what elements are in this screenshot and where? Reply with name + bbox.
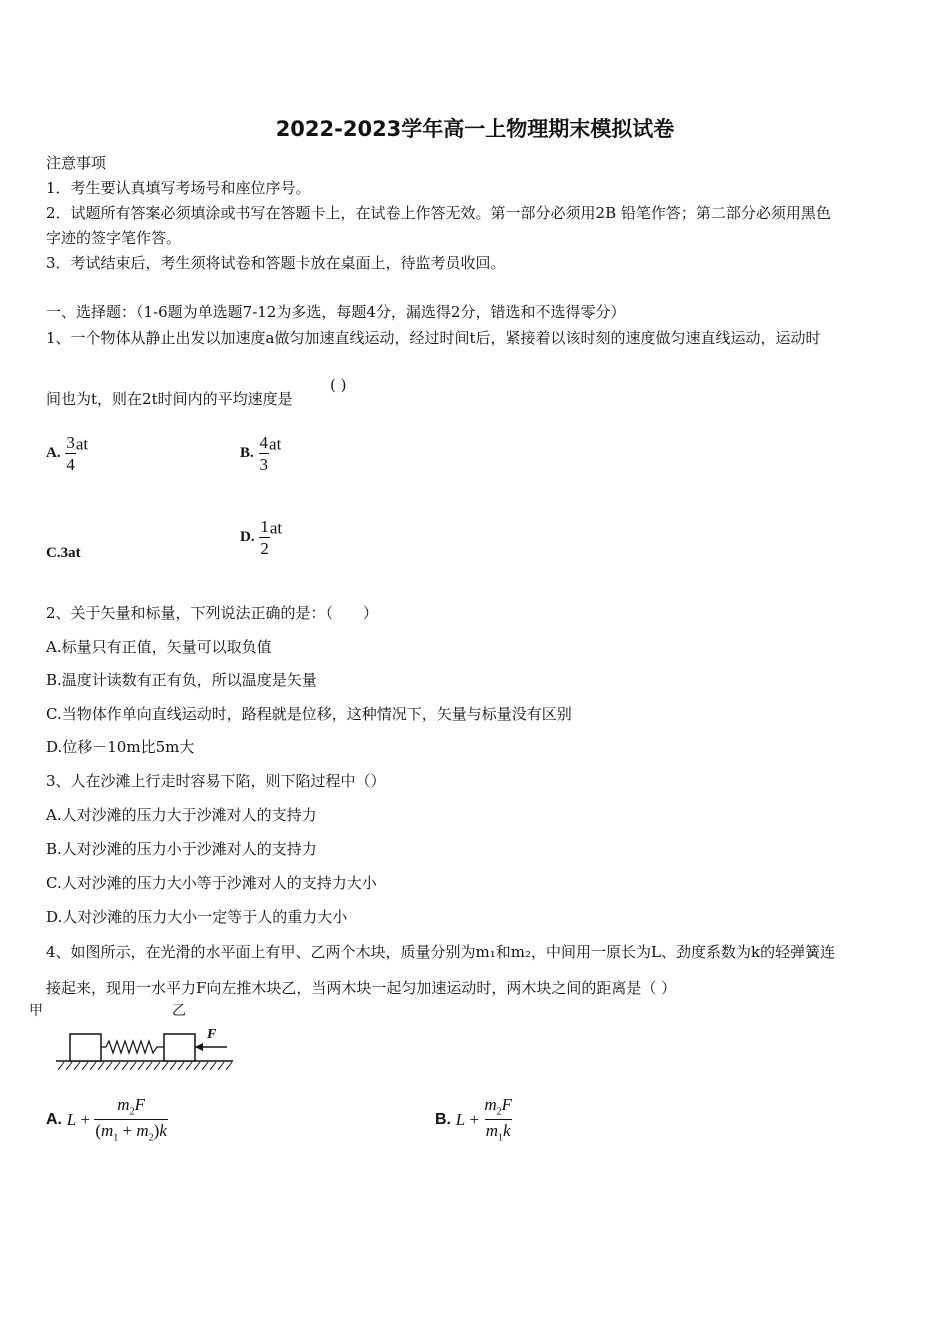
q4-option-a: A. L + $\frac{m_2F}{(m_1 + m_2)k}$ — [46, 1095, 167, 1144]
q4-option-a-label: A. — [46, 1110, 62, 1128]
q1-option-b-label: B. — [240, 445, 254, 461]
q1-option-d-denominator: 2 — [260, 539, 269, 558]
q1-option-b-denominator: 3 — [259, 455, 269, 474]
q4-option-b-fraction — [483, 1096, 513, 1144]
q4-option-b-lead: L — [455, 1109, 466, 1129]
q1-option-d-label: D. — [240, 529, 255, 545]
q3-option-d: D.人对沙滩的压力大小一定等于人的重力大小 — [46, 908, 348, 926]
q3-option-b: B.人对沙滩的压力小于沙滩对人的支持力 — [46, 840, 317, 858]
q1-option-c-text: 3at — [60, 545, 81, 561]
q4-option-a-fraction — [94, 1096, 168, 1144]
q2-option-b: B.温度计读数有正有负，所以温度是矢量 — [46, 671, 317, 689]
q1-option-a-suffix: at — [75, 434, 89, 454]
q1-option-a-fraction — [65, 434, 76, 473]
q4-option-a-denominator: $(m_1 + m_2)k$ — [95, 1121, 167, 1144]
q1-option-a-denominator: 4 — [66, 455, 75, 474]
q1-answer-paren: ( ) — [330, 376, 347, 394]
q1-option-c-label: C. — [46, 545, 61, 561]
q1-stem-line2: 间也为t，则在2t时间内的平均速度是 — [46, 390, 293, 408]
q4-stem-line1: 4、如图所示，在光滑的水平面上有甲、乙两个木块，质量分别为m₁和m₂，中间用一原长为L、劲度系数为k的轻弹簧连 — [46, 943, 836, 961]
figure-label-force: F — [207, 1027, 217, 1042]
force-arrowhead — [195, 1043, 203, 1051]
q1-option-d-numerator: 1 — [260, 517, 269, 536]
block-jia — [70, 1034, 101, 1061]
notice-item-2-cont: 字迹的签字笔作答。 — [46, 229, 182, 247]
q1-stem-line1: 1、一个物体从静止出发以加速度a做匀加速直线运动，经过时间t后，紧接着以该时刻的速度做匀速直线运动，运动时 — [46, 329, 821, 347]
q4-option-b-denominator: $m_1k$ — [485, 1121, 511, 1144]
notice-heading: 注意事项 — [46, 154, 107, 172]
notice-item-3: 3．考试结束后，考生须将试卷和答题卡放在桌面上，待监考员收回。 — [46, 254, 506, 272]
q2-stem: 2、关于矢量和标量，下列说法正确的是：（ ） — [46, 604, 379, 622]
q4-option-b: B. L + $\frac{m_2F}{m_1k}$ — [435, 1095, 513, 1144]
q4-option-b-numerator: $m_2F$ — [484, 1095, 513, 1118]
block-yi — [164, 1034, 195, 1061]
figure-label-jia: 甲 — [29, 1003, 43, 1019]
q2-option-d: D.位移－10m比5m大 — [46, 738, 195, 756]
spring-blocks-figure — [52, 1012, 237, 1074]
q1-option-b-numerator: 4 — [259, 433, 269, 452]
q4-option-a-numerator: $m_2F$ — [117, 1095, 145, 1118]
q2-option-a: A.标量只有正值，矢量可以取负值 — [46, 638, 272, 656]
q4-stem-line2: 接起来，现用一水平力F向左推木块乙，当两木块一起匀加速运动时，两木块之间的距离是（ ） — [46, 979, 677, 997]
q1-option-d-suffix: at — [269, 518, 283, 538]
q3-option-a: A.人对沙滩的压力大于沙滩对人的支持力 — [46, 806, 317, 824]
q3-option-c: C.人对沙滩的压力大小等于沙滩对人的支持力大小 — [46, 874, 377, 892]
ground-hatching — [58, 1062, 232, 1070]
q1-option-b — [240, 434, 281, 473]
figure-label-yi: 乙 — [172, 1003, 186, 1019]
spring — [101, 1041, 164, 1053]
notice-item-2: 2．试题所有答案必须填涂或书写在答题卡上，在试卷上作答无效。第一部分必须用2B 铅笔作答；第二部分必须用黑色 — [46, 204, 831, 222]
q1-option-d — [240, 518, 282, 557]
q3-stem: 3、人在沙滩上行走时容易下陷，则下陷过程中（） — [46, 772, 386, 790]
notice-item-1: 1．考生要认真填写考场号和座位序号。 — [46, 179, 311, 197]
q4-option-a-lead: L — [66, 1109, 77, 1129]
q1-option-b-suffix: at — [269, 434, 282, 454]
q1-option-d-fraction — [259, 518, 270, 557]
q1-option-b-fraction — [259, 434, 270, 473]
q1-option-a-label: A. — [46, 445, 61, 461]
section-heading: 一、选择题：（1-6题为单选题7-12为多选，每题4分，漏选得2分，错选和不选得零分） — [46, 303, 626, 321]
page-title: 2022-2023学年高一上物理期末模拟试卷 — [275, 117, 675, 141]
q1-option-a-numerator: 3 — [66, 433, 75, 452]
q2-option-c: C.当物体作单向直线运动时，路程就是位移，这种情况下，矢量与标量没有区别 — [46, 705, 572, 723]
q4-option-b-label: B. — [435, 1110, 451, 1128]
q1-option-a — [46, 434, 88, 473]
q1-option-c — [46, 543, 81, 562]
